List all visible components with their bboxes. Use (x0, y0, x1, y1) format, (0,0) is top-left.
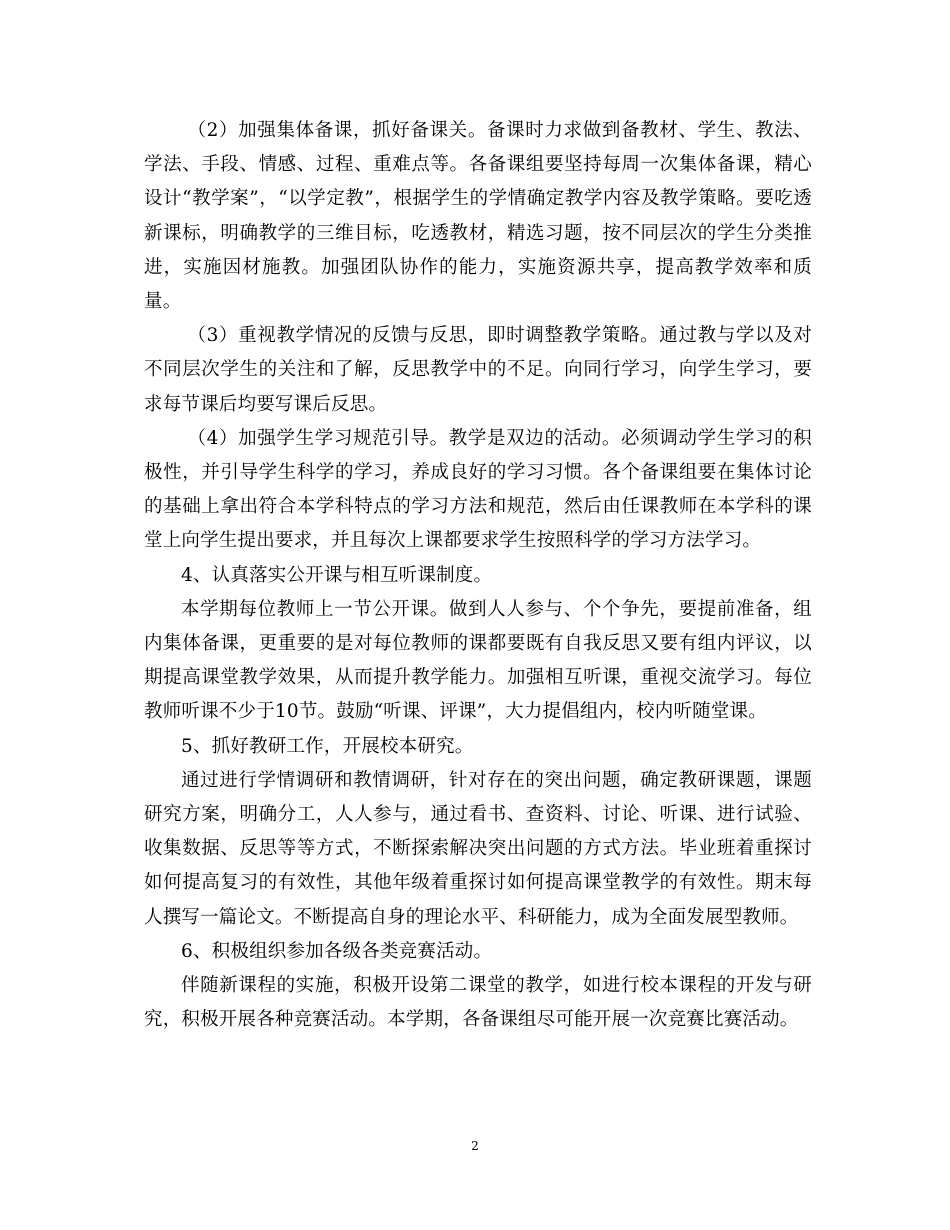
paragraph-open-class: 本学期每位教师上一节公开课。做到人人参与、个个争先，要提前准备，组内集体备课，更重要的是对每位教师的课都要既有自我反思又要有组内评议，以期提高课堂教学效果，从而提升教学能力。加强相互听课，重视交流学习。每位教师听课不少于10节。鼓励“听课、评课”，大力提倡组内，校内听随堂课。 (144, 598, 812, 723)
paragraph-teaching-research: 通过进行学情调研和教情调研，针对存在的突出问题，确定教研课题，课题研究方案，明确分工，人人参与，通过看书、查资料、讨论、听课、进行试验、收集数据、反思等等方式，不断探索解决突出问题的方式方法。毕业班着重探讨如何提高复习的有效性，其他年级着重探讨如何提高课堂教学的有效性。期末每人撰写一篇论文。不断提高自身的理论水平、科研能力，成为全面发展型教师。 (144, 769, 812, 928)
paragraph-learning-guidance: （4）加强学生学习规范引导。教学是双边的活动。必须调动学生学习的积极性，并引导学生科学的学习，养成良好的学习习惯。各个备课组要在集体讨论的基础上拿出符合本学科特点的学习方法和规范，然后由任课教师在本学科的课堂上向学生提出要求，并且每次上课都要求学生按照科学的学习方法学习。 (144, 427, 812, 552)
paragraph-teaching-feedback: （3）重视教学情况的反馈与反思，即时调整教学策略。通过教与学以及对不同层次学生的关注和了解，反思教学中的不足。向同行学习，向学生学习，要求每节课后均要写课后反思。 (144, 325, 812, 415)
heading-open-class: 4、认真落实公开课与相互听课制度。 (181, 564, 493, 586)
heading-teaching-research: 5、抓好教研工作，开展校本研究。 (181, 735, 474, 757)
paragraph-competitions: 伴随新课程的实施，积极开设第二课堂的教学，如进行校本课程的开发与研究，积极开展各种竞赛活动。本学期，各备课组尽可能开展一次竞赛比赛活动。 (144, 975, 812, 1031)
heading-competitions: 6、积极组织参加各级各类竞赛活动。 (181, 940, 493, 962)
paragraph-collective-lesson-prep: （2）加强集体备课，抓好备课关。备课时力求做到备教材、学生、教法、学法、手段、情感、过程、重难点等。各备课组要坚持每周一次集体备课，精心设计“教学案”，“以学定教”，根据学生的学情确定教学内容及教学策略。要吃透新课标，明确教学的三维目标，吃透教材，精选习题，按不同层次的学生分类推进，实施因材施教。加强团队协作的能力，实施资源共享，提高教学效率和质量。 (144, 120, 812, 313)
document-body (144, 114, 812, 1037)
page-number: 2 (471, 1139, 479, 1153)
